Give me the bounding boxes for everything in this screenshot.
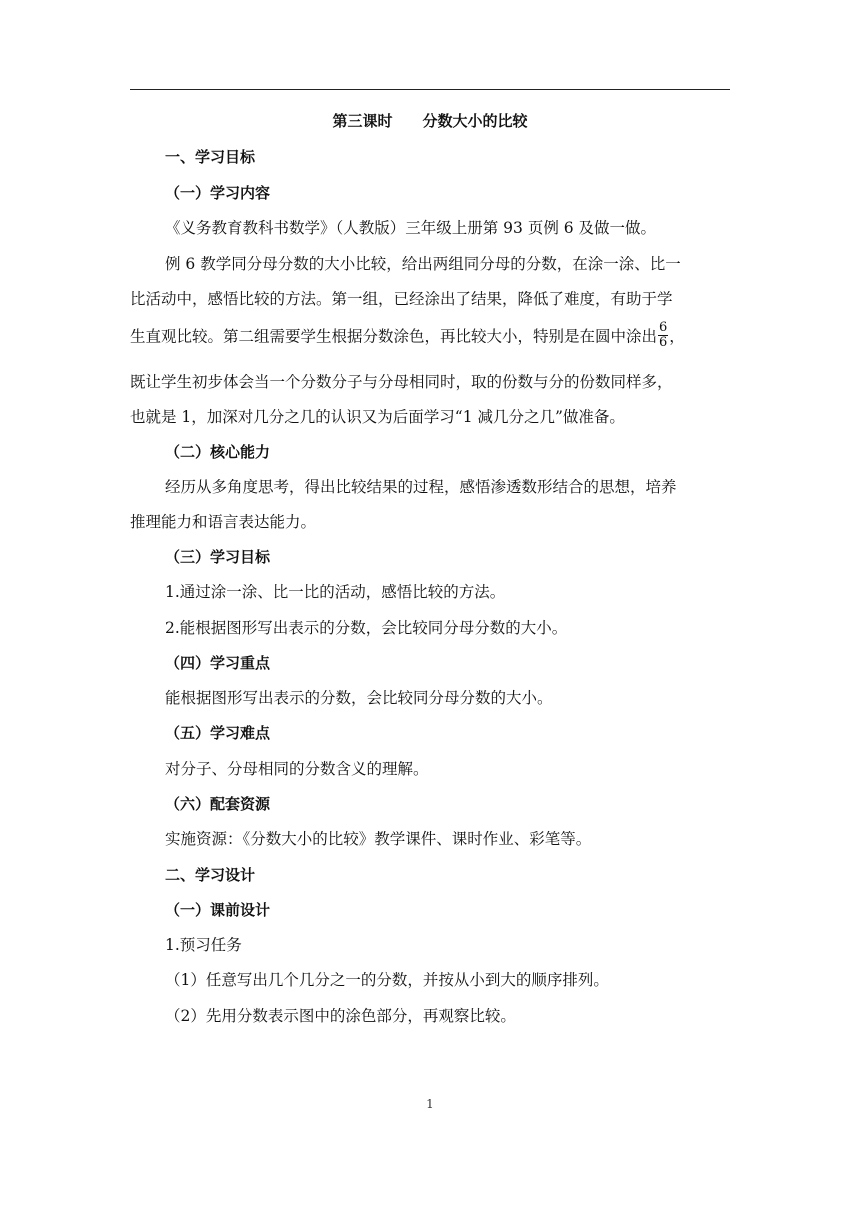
header-rule: [130, 89, 730, 90]
line3-text: 生直观比较。第二组需要学生根据分数涂色，再比较大小，特别是在圆中涂出: [130, 327, 658, 346]
line3-comma: ，: [669, 327, 685, 346]
paragraph-example-line2: 比活动中，感悟比较的方法。第一组，已经涂出了结果，降低了难度，有助于学: [130, 290, 673, 308]
fraction-numerator: 6: [659, 320, 668, 335]
preview-task-title: 1.预习任务: [165, 936, 242, 954]
preview-task-2: （2）先用分数表示图中的涂色部分，再观察比较。: [165, 1007, 516, 1025]
section-heading-1: 一、学习目标: [165, 148, 256, 166]
subheading-resources: （六）配套资源: [165, 795, 271, 813]
subheading-preclass: （一）课前设计: [165, 901, 271, 919]
subheading-goals: （三）学习目标: [165, 548, 271, 566]
paragraph-ability-line2: 推理能力和语言表达能力。: [130, 513, 317, 531]
title-part2: 分数大小的比较: [422, 112, 528, 130]
section-heading-2: 二、学习设计: [165, 866, 256, 884]
title-part1: 第三课时: [332, 112, 393, 130]
fraction-denominator: 6: [659, 335, 668, 350]
fraction-six-sixths: [658, 321, 668, 350]
lesson-title: [0, 110, 860, 132]
paragraph-example-line4: 既让学生初步体会当一个分数分子与分母相同时，取的份数与分的份数同样多，: [130, 373, 673, 391]
paragraph-textbook: 《义务教育教科书数学》（人教版）三年级上册第 93 页例 6 及做一做。: [165, 219, 657, 237]
goal-item-2: 2.能根据图形写出表示的分数，会比较同分母分数的大小。: [165, 619, 568, 637]
subheading-content: （一）学习内容: [165, 184, 271, 202]
paragraph-example-line5: 也就是 1，加深对几分之几的认识又为后面学习“1 减几分之几”做准备。: [130, 408, 625, 426]
paragraph-focus: 能根据图形写出表示的分数，会比较同分母分数的大小。: [165, 689, 553, 707]
paragraph-difficulty: 对分子、分母相同的分数含义的理解。: [165, 760, 429, 778]
page-number: 1: [426, 1097, 434, 1111]
subheading-ability: （二）核心能力: [165, 443, 271, 461]
paragraph-example-line3: [130, 320, 860, 352]
subheading-focus: （四）学习重点: [165, 654, 271, 672]
paragraph-ability-line1: 经历从多角度思考，得出比较结果的过程，感悟渗透数形结合的思想，培养: [165, 478, 677, 496]
goal-item-1: 1.通过涂一涂、比一比的活动，感悟比较的方法。: [165, 583, 506, 601]
preview-task-1: （1）任意写出几个几分之一的分数，并按从小到大的顺序排列。: [165, 971, 609, 989]
paragraph-resources: 实施资源：《分数大小的比较》教学课件、课时作业、彩笔等。: [165, 830, 592, 848]
paragraph-example-line1: 例 6 教学同分母分数的大小比较，给出两组同分母的分数，在涂一涂、比一: [165, 255, 681, 273]
subheading-difficulty: （五）学习难点: [165, 724, 271, 742]
